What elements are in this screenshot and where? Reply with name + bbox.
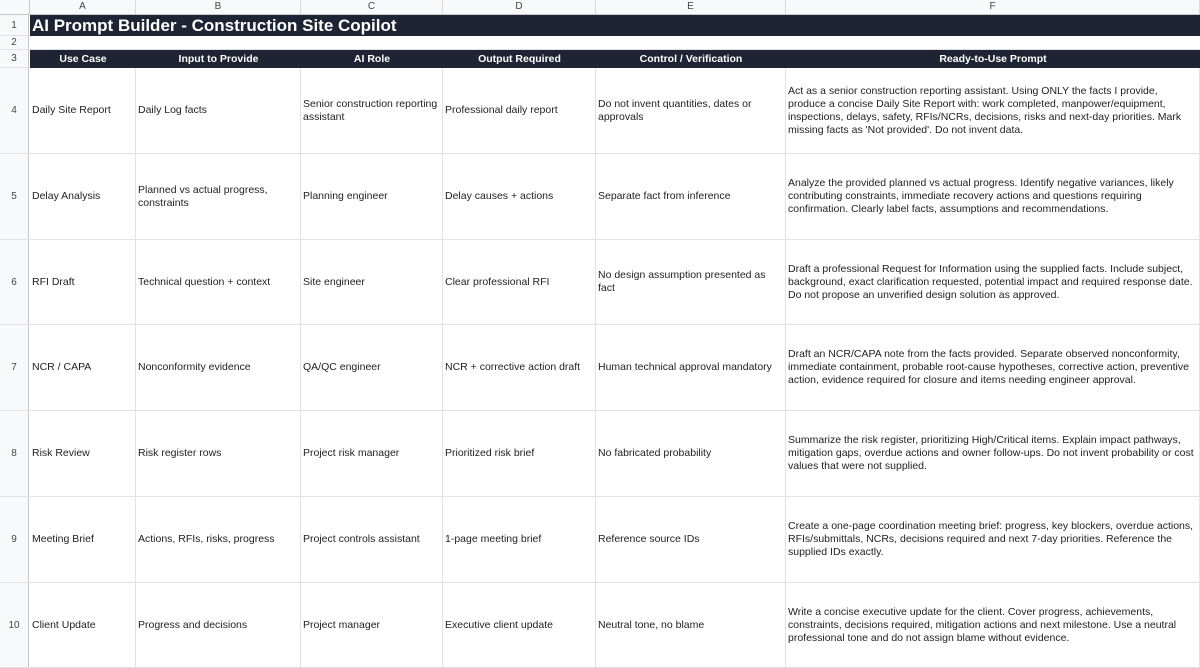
row-number-6[interactable]: 6 xyxy=(0,240,29,325)
row-number-7[interactable]: 7 xyxy=(0,325,29,411)
row-number-5[interactable]: 5 xyxy=(0,154,29,240)
cell-text: NCR / CAPA xyxy=(32,361,92,373)
column-heading[interactable]: Control / Verification xyxy=(596,50,787,68)
table-cell[interactable] xyxy=(30,325,136,411)
table-cell[interactable] xyxy=(596,583,786,668)
row-number-3[interactable]: 3 xyxy=(0,50,29,68)
cell-text: Progress and decisions xyxy=(138,618,248,631)
table-cell[interactable] xyxy=(301,68,443,154)
table-cell[interactable] xyxy=(443,68,596,154)
cell-text: Neutral tone, no blame xyxy=(598,618,705,631)
table-cell[interactable] xyxy=(136,583,301,668)
table-cell[interactable] xyxy=(301,411,443,497)
table-cell[interactable] xyxy=(136,411,301,497)
cell-text: Prioritized risk brief xyxy=(445,447,535,459)
table-cell[interactable] xyxy=(596,240,786,325)
cell-text: Planning engineer xyxy=(303,190,388,202)
table-cell[interactable] xyxy=(301,325,443,411)
cell-text: Reference source IDs xyxy=(598,533,700,545)
cell-text: Project manager xyxy=(303,618,381,631)
table-cell[interactable] xyxy=(596,497,786,583)
table-cell[interactable] xyxy=(30,240,136,325)
table-cell[interactable] xyxy=(443,240,596,325)
cell-text: 1-page meeting brief xyxy=(445,533,542,545)
row-number-9[interactable]: 9 xyxy=(0,497,29,583)
cell-text: Professional daily report xyxy=(445,104,558,116)
cell-text: Nonconformity evidence xyxy=(138,361,251,373)
cell-text: QA/QC engineer xyxy=(303,361,381,373)
column-heading[interactable]: Ready-to-Use Prompt xyxy=(786,50,1200,68)
table-cell[interactable] xyxy=(596,411,786,497)
table-cell[interactable] xyxy=(596,325,786,411)
empty-row[interactable] xyxy=(30,36,1200,50)
cell-text: Risk register rows xyxy=(138,447,222,459)
cell-text: Client Update xyxy=(32,618,96,631)
cell-text: Create a one-page coordination meeting brief: progress, key blockers, overdue actions, RFIs/submittals, NCRs, decisions required and next 7-day priorities. Reference the supplied IDs exactly. xyxy=(788,520,1194,558)
cell-text: Actions, RFIs, risks, progress xyxy=(138,533,275,545)
cell-text: Technical question + context xyxy=(138,275,271,288)
cell-text: Delay causes + actions xyxy=(445,190,554,202)
table-cell[interactable] xyxy=(136,240,301,325)
cell-text: Site engineer xyxy=(303,275,365,288)
table-cell[interactable] xyxy=(443,411,596,497)
row-number-8[interactable]: 8 xyxy=(0,411,29,497)
row-number-4[interactable]: 4 xyxy=(0,68,29,154)
column-header-bar xyxy=(0,0,1200,15)
sheet-title[interactable]: AI Prompt Builder - Construction Site Copilot xyxy=(30,15,1200,36)
table-cell[interactable] xyxy=(443,497,596,583)
table-cell[interactable] xyxy=(301,240,443,325)
cell-text: Planned vs actual progress, constraints xyxy=(138,183,268,209)
column-header-d[interactable]: D xyxy=(443,0,596,14)
cell-text: Write a concise executive update for the client. Cover progress, achievements, constraints, decisions required, mitigation actions and next milestone. Use a neutral professional tone and do not assign blame without evidence. xyxy=(788,605,1177,644)
column-heading[interactable]: AI Role xyxy=(301,50,444,68)
column-header-e[interactable]: E xyxy=(596,0,786,14)
table-cell[interactable] xyxy=(301,497,443,583)
cell-text: Do not invent quantities, dates or approvals xyxy=(598,97,752,123)
select-all-corner[interactable] xyxy=(0,0,30,14)
table-cell[interactable] xyxy=(596,68,786,154)
cell-text: Executive client update xyxy=(445,618,553,631)
cell-text: No design assumption presented as fact xyxy=(598,269,766,294)
cell-text: RFI Draft xyxy=(32,275,75,288)
table-cell[interactable] xyxy=(136,154,301,240)
cell-text: Clear professional RFI xyxy=(445,275,550,288)
cell-text: Separate fact from inference xyxy=(598,190,731,202)
cell-text: Act as a senior construction reporting assistant. Using ONLY the facts I provide, produce a concise Daily Site Report with: work completed, manpower/equipment, inspections, delays, safety, RFIs/NCRs, decisions, risks and next-day priorities. Mark missing facts as 'Not provided'. Do not invent data. xyxy=(788,84,1182,136)
cell-text: Analyze the provided planned vs actual progress. Identify negative variances, likely contributing constraints, immediate recovery actions and questions requiring confirmation. Clearly label facts, assumptions and recommendations. xyxy=(788,177,1174,215)
cell-text: Risk Review xyxy=(32,447,90,459)
cell-text: Summarize the risk register, prioritizing High/Critical items. Explain impact pathways, mitigation gaps, overdue actions and owner follow-ups. Do not invent probability or cost values that were not supplied. xyxy=(788,434,1194,472)
table-cell[interactable] xyxy=(443,325,596,411)
table-cell[interactable] xyxy=(136,68,301,154)
table-cell[interactable] xyxy=(786,497,1200,583)
cell-text: Delay Analysis xyxy=(32,190,101,202)
table-cell[interactable] xyxy=(786,240,1200,325)
cell-text: Human technical approval mandatory xyxy=(598,361,772,373)
table-cell[interactable] xyxy=(786,583,1200,668)
table-cell[interactable] xyxy=(30,154,136,240)
cell-text: NCR + corrective action draft xyxy=(445,361,581,373)
table-cell[interactable] xyxy=(443,154,596,240)
column-heading[interactable]: Use Case xyxy=(30,50,137,68)
column-header-a[interactable]: A xyxy=(30,0,136,14)
column-header-b[interactable]: B xyxy=(136,0,301,14)
table-cell[interactable] xyxy=(443,583,596,668)
column-header-c[interactable]: C xyxy=(301,0,443,14)
row-number-1[interactable]: 1 xyxy=(0,15,29,36)
table-cell[interactable] xyxy=(786,68,1200,154)
table-cell[interactable] xyxy=(786,325,1200,411)
cell-text: Project controls assistant xyxy=(303,533,420,545)
cell-text: No fabricated probability xyxy=(598,447,712,459)
cell-text: Daily Site Report xyxy=(32,104,111,116)
table-cell[interactable] xyxy=(30,68,136,154)
row-number-2[interactable]: 2 xyxy=(0,36,29,50)
cell-text: Daily Log facts xyxy=(138,104,207,116)
table-cell[interactable] xyxy=(596,154,786,240)
column-header-f[interactable]: F xyxy=(786,0,1200,14)
table-cell[interactable] xyxy=(301,583,443,668)
column-heading[interactable]: Input to Provide xyxy=(136,50,302,68)
row-number-10[interactable]: 10 xyxy=(0,583,29,668)
table-cell[interactable] xyxy=(30,497,136,583)
table-cell[interactable] xyxy=(30,411,136,497)
cell-text: Draft an NCR/CAPA note from the facts provided. Separate observed nonconformity, immediate containment, probable root-cause hypotheses, corrective action, preventive action, evidence required for closure and items needing engineer approval. xyxy=(788,348,1189,386)
cell-text: Senior construction reporting assistant xyxy=(303,97,438,123)
cell-text: Meeting Brief xyxy=(32,533,94,545)
table-cell[interactable] xyxy=(30,583,136,668)
column-heading[interactable]: Output Required xyxy=(443,50,597,68)
table-cell[interactable] xyxy=(301,154,443,240)
table-cell[interactable] xyxy=(786,154,1200,240)
table-cell[interactable] xyxy=(786,411,1200,497)
cell-text: Project risk manager xyxy=(303,447,400,459)
table-cell[interactable] xyxy=(136,497,301,583)
table-cell[interactable] xyxy=(136,325,301,411)
cell-text: Draft a professional Request for Information using the supplied facts. Include subject, background, exact clarification requested, potential impact and required response date. Do not propose an unverified design solution as approved. xyxy=(788,262,1193,301)
